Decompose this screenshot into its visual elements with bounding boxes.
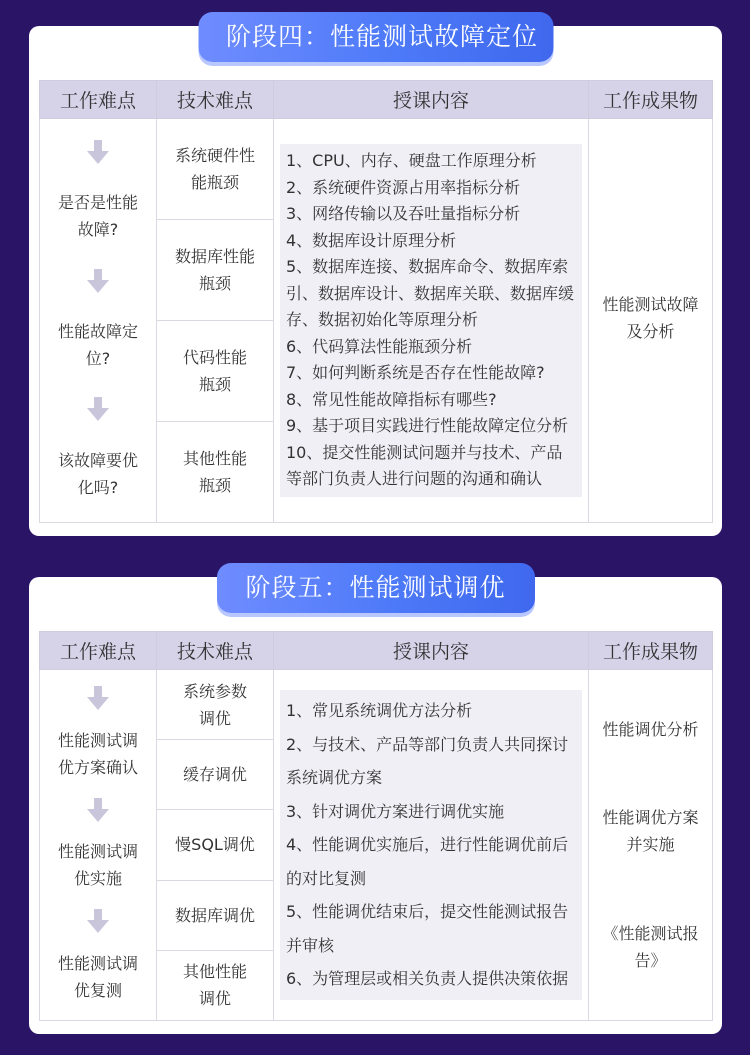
list-item: 1、常见系统调优方法分析 <box>286 701 473 721</box>
content-list <box>280 144 582 497</box>
table-row <box>40 670 713 740</box>
header-tech-points: 技术难点 <box>157 632 274 670</box>
tech-point-cell: 系统硬件性能瓶颈 <box>157 119 274 220</box>
stage5-panel <box>29 573 722 1034</box>
header-results: 工作成果物 <box>589 81 713 119</box>
stage4-title: 阶段四：性能测试故障定位 <box>198 12 553 62</box>
list-item: 3、网络传输以及吞吐量指标分析 <box>286 204 521 224</box>
tech-point-cell: 数据库调优 <box>157 880 274 950</box>
down-arrow-icon <box>87 798 109 822</box>
list-item: 10、提交性能测试问题并与技术、产品等部门负责人进行问题的沟通和确认 <box>286 442 563 489</box>
result-item: 性能调优分析 <box>602 719 699 739</box>
work-flow <box>40 670 156 1020</box>
result-item: 性能调优方案并实施 <box>602 808 699 855</box>
header-work-points: 工作难点 <box>40 81 157 119</box>
down-arrow-icon <box>87 909 109 933</box>
list-item: 9、基于项目实践进行性能故障定位分析 <box>286 416 569 436</box>
list-item: 8、常见性能故障指标有哪些? <box>286 389 497 409</box>
list-item: 7、如何判断系统是否存在性能故障? <box>286 363 545 383</box>
table-header-row <box>40 632 713 670</box>
work-points-cell <box>40 670 157 1021</box>
down-arrow-icon <box>87 397 109 421</box>
work-point-item: 该故障要优化吗? <box>58 450 139 497</box>
work-points-cell <box>40 119 157 523</box>
list-item: 6、代码算法性能瓶颈分析 <box>286 336 473 356</box>
work-point-item: 性能测试调优方案确认 <box>58 730 139 777</box>
tech-point-cell: 其他性能瓶颈 <box>157 422 274 523</box>
list-item: 5、数据库连接、数据库命令、数据库索引、数据库设计、数据库关联、数据库缓存、数据初始化等原理分析 <box>286 257 575 330</box>
header-content: 授课内容 <box>274 81 589 119</box>
table-row <box>40 119 713 220</box>
down-arrow-icon <box>87 269 109 293</box>
list-item: 4、性能调优实施后，进行性能调优前后的对比复测 <box>286 835 569 888</box>
content-cell <box>274 670 589 1021</box>
result-cell: 性能测试故障及分析 <box>589 119 713 523</box>
work-point-item: 性能故障定位? <box>58 322 139 369</box>
stage5-table <box>39 631 713 1021</box>
work-point-item: 性能测试调优实施 <box>58 842 139 889</box>
list-item: 3、针对调优方案进行调优实施 <box>286 801 505 821</box>
header-tech-points: 技术难点 <box>157 81 274 119</box>
list-item: 2、与技术、产品等部门负责人共同探讨系统调优方案 <box>286 734 569 788</box>
list-item: 1、CPU、内存、硬盘工作原理分析 <box>286 151 537 171</box>
result-item: 《性能测试报告》 <box>602 924 699 971</box>
content-list <box>280 690 582 1000</box>
tech-point-cell: 数据库性能瓶颈 <box>157 220 274 321</box>
content-cell <box>274 119 589 523</box>
list-item: 6、为管理层或相关负责人提供决策依据 <box>286 969 569 989</box>
list-item: 2、系统硬件资源占用率指标分析 <box>286 177 521 197</box>
result-cell <box>589 670 713 1021</box>
header-content: 授课内容 <box>274 632 589 670</box>
work-point-item: 性能测试调优复测 <box>58 953 139 1000</box>
list-item: 4、数据库设计原理分析 <box>286 230 457 250</box>
down-arrow-icon <box>87 140 109 164</box>
table-header-row <box>40 81 713 119</box>
work-flow <box>40 120 156 522</box>
tech-point-cell: 系统参数调优 <box>157 670 274 740</box>
stage4-table <box>39 80 713 523</box>
stage4-panel <box>29 22 722 536</box>
tech-point-cell: 其他性能调优 <box>157 950 274 1020</box>
tech-point-cell: 代码性能瓶颈 <box>157 321 274 422</box>
list-item: 5、性能调优结束后，提交性能测试报告并审核 <box>286 902 569 955</box>
tech-point-cell: 慢SQL调优 <box>157 810 274 880</box>
header-work-points: 工作难点 <box>40 632 157 670</box>
result-stack <box>589 685 712 1005</box>
header-results: 工作成果物 <box>589 632 713 670</box>
work-point-item: 是否是性能故障? <box>58 193 139 240</box>
stage5-title: 阶段五：性能测试调优 <box>217 563 535 613</box>
tech-point-cell: 缓存调优 <box>157 740 274 810</box>
down-arrow-icon <box>87 686 109 710</box>
